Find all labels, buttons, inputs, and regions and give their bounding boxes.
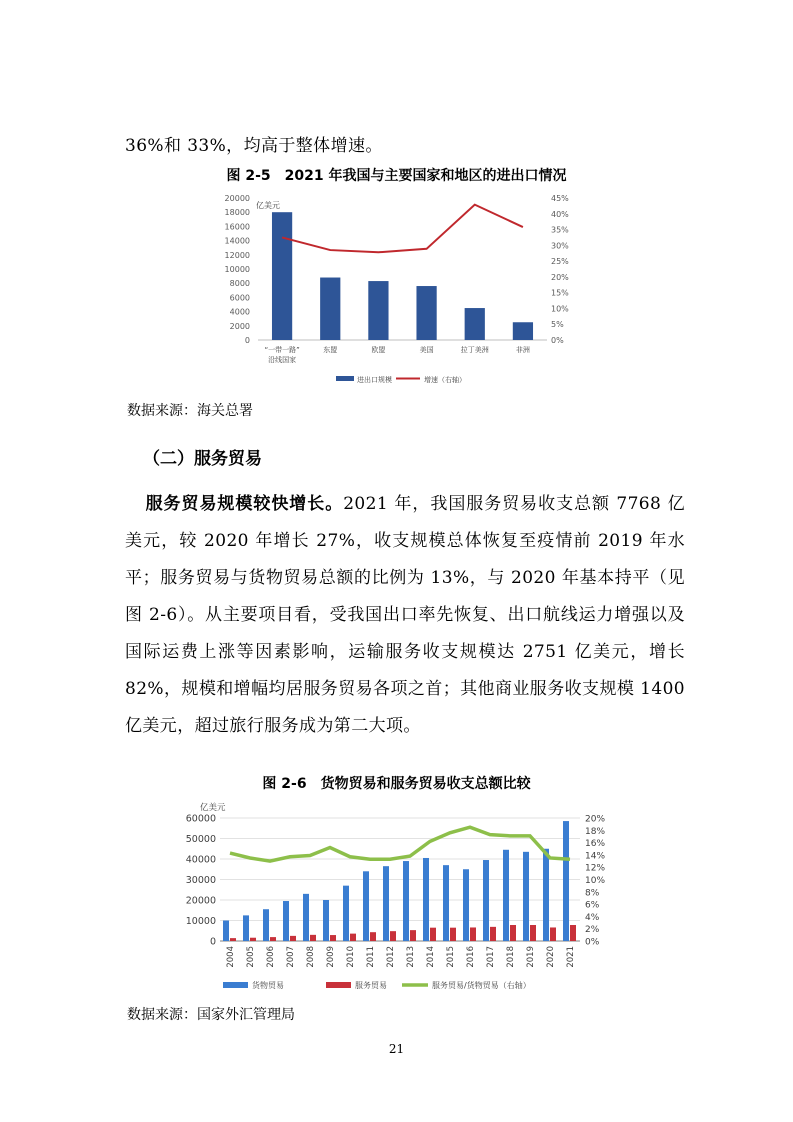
figure-2-5-chart bbox=[0, 188, 793, 418]
services-bar bbox=[370, 932, 376, 941]
legend-services-label: 服务贸易 bbox=[355, 981, 387, 990]
category-label: 欧盟 bbox=[371, 346, 386, 354]
right-tick-label: 0% bbox=[585, 937, 600, 948]
legend-services-swatch bbox=[326, 982, 351, 988]
left-tick-label: 20000 bbox=[224, 194, 250, 203]
left-tick-label: 14000 bbox=[224, 236, 250, 246]
goods-bar bbox=[443, 865, 449, 941]
right-tick-label: 16% bbox=[585, 839, 606, 850]
year-label: 2005 bbox=[246, 946, 256, 968]
category-label: 美国 bbox=[419, 346, 434, 354]
services-bar bbox=[430, 928, 436, 941]
goods-bar bbox=[303, 894, 309, 941]
left-tick-label: 8000 bbox=[229, 279, 250, 289]
goods-bar bbox=[563, 821, 569, 941]
goods-bar bbox=[483, 860, 489, 941]
goods-bar bbox=[283, 901, 289, 941]
left-axis-unit: 亿美元 bbox=[200, 803, 226, 813]
right-tick-label: 10% bbox=[551, 304, 569, 314]
goods-bar bbox=[543, 849, 549, 941]
year-label: 2010 bbox=[346, 946, 356, 968]
legend-ratio-label: 服务贸易/货物贸易（右轴） bbox=[432, 981, 531, 990]
services-bar bbox=[570, 925, 576, 941]
services-bar bbox=[470, 927, 476, 941]
right-tick-label: 45% bbox=[551, 194, 569, 203]
legend-line-label: 增速（右轴） bbox=[424, 376, 466, 384]
goods-bar bbox=[523, 852, 529, 941]
right-tick-label: 35% bbox=[551, 225, 569, 235]
body-paragraph bbox=[125, 486, 685, 745]
goods-bar bbox=[323, 900, 329, 941]
year-label: 2014 bbox=[426, 946, 436, 968]
right-tick-label: 15% bbox=[551, 288, 569, 298]
bar bbox=[272, 212, 292, 340]
year-label: 2008 bbox=[306, 946, 316, 968]
services-bar bbox=[450, 928, 456, 941]
right-tick-label: 8% bbox=[585, 888, 600, 899]
ratio-line bbox=[230, 827, 570, 861]
services-bar bbox=[490, 927, 496, 941]
goods-bar bbox=[463, 869, 469, 941]
right-tick-label: 14% bbox=[585, 851, 606, 862]
figure-2-5-source: 数据来源：海关总署 bbox=[127, 403, 253, 419]
paragraph-body: 2021 年，我国服务贸易收支总额 7768 亿美元，较 2020 年增长 27%，收支规模总体恢复至疫情前 2019 年水平；服务贸易与货物贸易总额的比例为 13%，与 2020 年基本持平（见图 2-6）。从主要项目看，受我国出口率先恢复、出口航线运力增强以及国际运费上涨等因素影响，运输服务收支规模达 2751 亿美元，增长 82%，规模和增幅均居服务贸易各项之首；其他商业服务收支规模 1400 亿美元，超过旅行服务成为第二大项。 bbox=[125, 494, 685, 736]
services-bar bbox=[550, 927, 556, 941]
bar bbox=[465, 308, 485, 340]
services-bar bbox=[350, 934, 356, 941]
section-heading: （二）服务贸易 bbox=[143, 449, 262, 469]
goods-bar bbox=[423, 858, 429, 941]
left-tick-label: 20000 bbox=[185, 895, 216, 907]
left-tick-label: 40000 bbox=[185, 854, 216, 866]
category-label: 非洲 bbox=[515, 346, 530, 354]
year-label: 2020 bbox=[546, 946, 556, 968]
goods-bar bbox=[263, 909, 269, 941]
top-text: 36%和 33%，均高于整体增速。 bbox=[125, 136, 383, 156]
left-tick-label: 10000 bbox=[224, 265, 250, 274]
right-tick-label: 6% bbox=[585, 900, 600, 911]
services-bar bbox=[230, 938, 236, 941]
left-tick-label: 0 bbox=[244, 336, 250, 345]
left-tick-label: 2000 bbox=[229, 321, 250, 331]
legend-goods-label: 货物贸易 bbox=[252, 981, 284, 990]
year-label: 2012 bbox=[386, 946, 396, 968]
left-tick-label: 18000 bbox=[224, 208, 250, 218]
left-tick-label: 12000 bbox=[224, 250, 250, 260]
legend-bar-label: 进出口规模 bbox=[357, 376, 392, 384]
year-label: 2007 bbox=[286, 946, 296, 968]
year-label: 2004 bbox=[226, 946, 236, 968]
legend-bar-swatch bbox=[336, 376, 354, 381]
bar bbox=[368, 281, 388, 340]
services-bar bbox=[410, 930, 416, 941]
services-bar bbox=[310, 935, 316, 941]
year-label: 2018 bbox=[506, 946, 516, 968]
bar bbox=[320, 278, 340, 340]
left-tick-label: 0 bbox=[209, 936, 216, 948]
year-label: 2006 bbox=[266, 946, 276, 968]
services-bar bbox=[290, 936, 296, 941]
left-tick-label: 4000 bbox=[229, 307, 250, 317]
category-label: 东盟 bbox=[323, 346, 338, 354]
year-label: 2015 bbox=[446, 946, 456, 968]
figure-2-5-title: 图 2-5 2021 年我国与主要国家和地区的进出口情况 bbox=[226, 168, 567, 184]
bar bbox=[416, 286, 436, 340]
right-tick-label: 20% bbox=[585, 814, 606, 825]
right-tick-label: 0% bbox=[551, 336, 564, 345]
left-tick-label: 16000 bbox=[224, 222, 250, 232]
right-tick-label: 5% bbox=[551, 320, 564, 330]
goods-bar bbox=[243, 915, 249, 941]
right-tick-label: 18% bbox=[585, 826, 606, 837]
year-label: 2019 bbox=[526, 946, 536, 968]
category-label: 拉丁美洲 bbox=[460, 346, 489, 354]
right-tick-label: 4% bbox=[585, 912, 600, 923]
figure-2-6-chart bbox=[0, 797, 793, 1002]
figure-2-6-title: 图 2-6 货物贸易和服务贸易收支总额比较 bbox=[262, 776, 531, 792]
goods-bar bbox=[343, 886, 349, 941]
services-bar bbox=[390, 931, 396, 941]
services-bar bbox=[250, 938, 256, 941]
right-tick-label: 10% bbox=[585, 876, 606, 886]
right-tick-label: 12% bbox=[585, 863, 606, 874]
goods-bar bbox=[383, 866, 389, 941]
paragraph-lead: 服务贸易规模较快增长。 bbox=[145, 494, 344, 514]
goods-bar bbox=[223, 921, 229, 942]
right-tick-label: 2% bbox=[585, 925, 600, 936]
left-tick-label: 30000 bbox=[185, 875, 216, 886]
goods-bar bbox=[363, 871, 369, 941]
left-tick-label: 50000 bbox=[185, 834, 216, 845]
goods-bar bbox=[403, 861, 409, 941]
left-tick-label: 60000 bbox=[185, 813, 216, 825]
growth-line bbox=[282, 205, 523, 253]
category-label: 沿线国家 bbox=[268, 356, 297, 364]
year-label: 2017 bbox=[486, 946, 496, 968]
services-bar bbox=[510, 925, 516, 941]
category-label: “一带一路” bbox=[264, 346, 300, 354]
services-bar bbox=[330, 935, 336, 941]
right-tick-label: 30% bbox=[551, 241, 569, 251]
year-label: 2013 bbox=[406, 946, 416, 968]
left-tick-label: 6000 bbox=[229, 293, 250, 303]
left-axis-unit: 亿美元 bbox=[256, 201, 280, 210]
left-tick-label: 10000 bbox=[185, 916, 216, 927]
bar bbox=[513, 322, 533, 340]
services-bar bbox=[270, 937, 276, 941]
goods-bar bbox=[503, 850, 509, 941]
page-number: 21 bbox=[388, 1042, 405, 1056]
year-label: 2016 bbox=[466, 946, 476, 968]
year-label: 2009 bbox=[326, 946, 336, 968]
right-tick-label: 40% bbox=[551, 209, 569, 219]
legend-goods-swatch bbox=[223, 982, 248, 988]
figure-2-6-source: 数据来源：国家外汇管理局 bbox=[127, 1007, 295, 1023]
year-label: 2021 bbox=[566, 946, 576, 968]
year-label: 2011 bbox=[366, 946, 376, 968]
services-bar bbox=[530, 925, 536, 941]
right-tick-label: 20% bbox=[551, 272, 569, 282]
right-tick-label: 25% bbox=[551, 257, 569, 267]
